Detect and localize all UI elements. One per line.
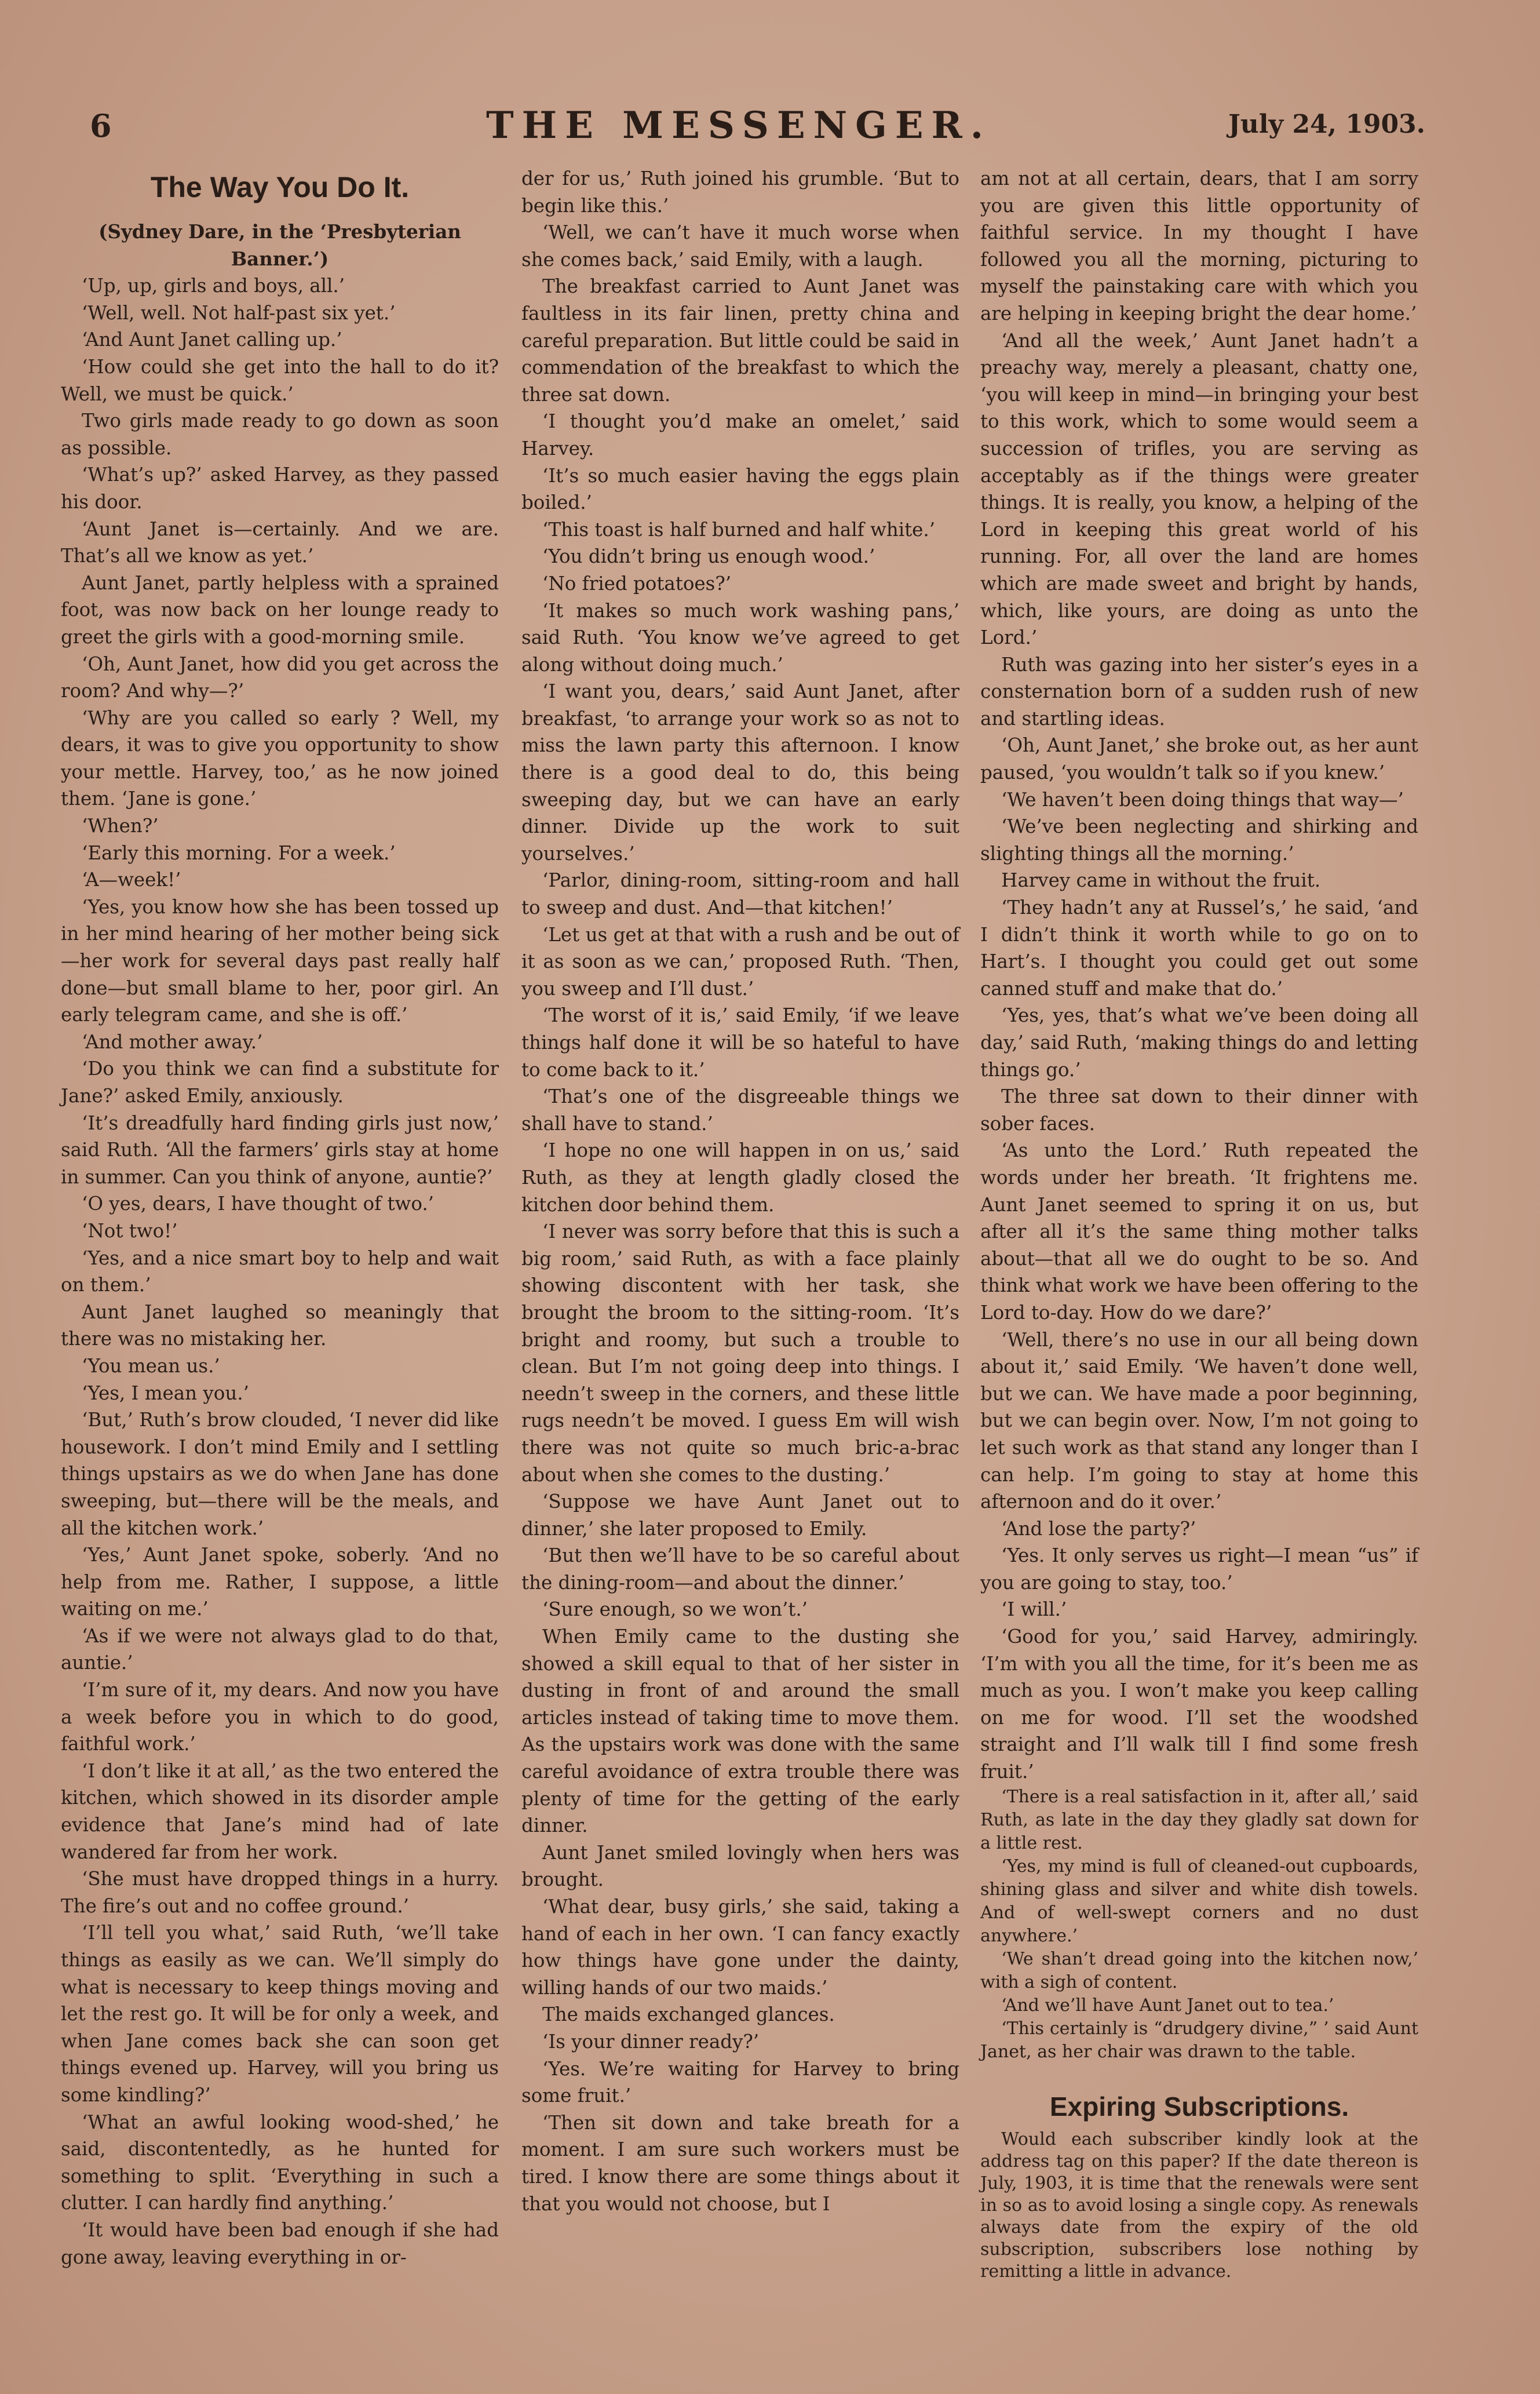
paragraph: ‘Well, there’s no use in our all being down about it,’ said Emily. ‘We haven’t done well, but we can. We have made a poor beginning, but we can begin over. Now, I’m not going to let such work as that stand any longer than I can help. I’m going to stay at home this afternoon and do it over.’ [980,1328,1418,1513]
paragraph: ‘Well, we can’t have it much worse when she comes back,’ said Emily, with a laugh. [521,221,959,271]
column-3-closing [980,1786,1418,2064]
paragraph: ‘Yes, you know how she has been tossed up in her mind hearing of her mother being sick—her work for several days past really half done—but small blame to her, poor girl. An early telegram came, and she is off.’ [61,895,499,1026]
paragraph: ‘She must have dropped things in a hurry. The fire’s out and no coffee ground.’ [61,1868,499,1917]
paragraph: ‘They hadn’t any at Russel’s,’ he said, ‘and I didn’t think it worth while to go on to Hart’s. I thought you could get out some canned stuff and make that do.’ [980,897,1418,1000]
paragraph: ‘And mother away.’ [82,1030,263,1053]
column-1 [61,165,499,2271]
paragraph: ‘Oh, Aunt Janet, how did you get across the room? And why—?’ [61,653,499,702]
paragraph: ‘There is a real satisfaction in it, after all,’ said Ruth, as late in the day they gladly sat down for a little rest. [980,1786,1418,1853]
paragraph: ‘It makes so much work washing pans,’ said Ruth. ‘You know we’ve agreed to get along without doing much.’ [521,599,959,676]
paragraph: ‘I thought you’d make an omelet,’ said Harvey. [521,410,959,460]
paragraph: ‘Do you think we can find a substitute for Jane?’ asked Emily, anxiously. [61,1058,499,1107]
paragraph: When Emily came to the dusting she showed a skill equal to that of her sister in dusting in front of and around the small articles instead of taking time to move them. As the upstairs work was done with the same careful avoidance of extra trouble there was plenty of time for the getting of the early dinner. [521,1626,959,1837]
paragraph: Two girls made ready to go down as soon as possible. [61,410,499,459]
paragraph: The three sat down to their dinner with sober faces. [980,1085,1418,1135]
paragraph: ‘And lose the party?’ [1001,1517,1196,1540]
paragraph: ‘I don’t like it at all,’ as the two entered the kitchen, which showed in its disorder ample evidence that Jane’s mind had of late wandered far from her work. [61,1759,499,1863]
paragraph: ‘I want you, dears,’ said Aunt Janet, after breakfast, ‘to arrange your work so as not to miss the lawn party this afternoon. I know there is a good deal to do, this being sweeping day, but we can have an early dinner. Divide up the work to suit yourselves.’ [521,680,959,865]
notice-title: Expiring Subscriptions. [1049,2091,1349,2122]
paragraph: ‘This certainly is “drudgery divine,” ’ said Aunt Janet, as her chair was drawn to the table. [980,2018,1418,2062]
paragraph: ‘That’s one of the disgreeable things we shall have to stand.’ [521,1085,959,1135]
paragraph: ‘Well, well. Not half-past six yet.’ [82,301,396,324]
paragraph: The maids exchanged glances. [542,2003,835,2026]
paragraph: ‘And all the week,’ Aunt Janet hadn’t a preachy way, merely a pleasant, chatty one, ‘you will keep in mind—in bringing your best to this work, which to some would seem a succession of trifles, you are serving as acceptably as if the things were greater things. It is really, you know, a helping of the Lord in keeping this great world of his running. For, all over the land are homes which are made sweet and bright by hands, which, like yours, are doing as unto the Lord.’ [980,329,1418,649]
paragraph: ‘We shan’t dread going into the kitchen now,’ with a sigh of content. [980,1948,1418,1992]
story-byline: (Sydney Dare, in the ‘Presbyterian Banner.’) [98,220,461,270]
paragraph: Aunt Janet, partly helpless with a sprained foot, was now back on her lounge ready to greet the girls with a good-morning smile. [61,571,499,648]
paragraph: ‘O yes, dears, I have thought of two.’ [82,1193,435,1215]
page-number: 6 [90,107,112,144]
paragraph: Aunt Janet laughed so meaningly that there was no mistaking her. [61,1300,499,1350]
paragraph: ‘Let us get at that with a rush and be out of it as soon as we can,’ proposed Ruth. ‘Then, you sweep and I’ll dust.’ [521,923,959,1000]
paragraph: ‘Suppose we have Aunt Janet out to dinner,’ she later proposed to Emily. [521,1491,959,1540]
paragraph: ‘And we’ll have Aunt Janet out to tea.’ [1001,1995,1334,2016]
paragraph: ‘Yes, I mean you.’ [82,1382,249,1404]
paragraph: ‘Not two!’ [82,1219,178,1242]
paragraph: ‘It would have been bad enough if she had gone away, leaving everything in or- [61,2218,499,2268]
paragraph: ‘No fried potatoes?’ [542,572,732,595]
paragraph: ‘Yes, my mind is full of cleaned-out cupboards, shining glass and silver and white dish towels. And of well-swept corners and no dust anywhere.’ [980,1856,1418,1946]
paragraph: ‘Yes. It only serves us right—I mean “us” if you are going to stay, too.’ [980,1544,1418,1594]
column-3 [980,165,1418,2283]
paragraph: ‘What an awful looking wood-shed,’ he said, discontentedly, as he hunted for something to split. ‘Everything in such a clutter. I can hardly find anything.’ [61,2111,499,2214]
paragraph: ‘This toast is half burned and half white.’ [542,518,936,541]
paragraph: ‘Oh, Aunt Janet,’ she broke out, as her aunt paused, ‘you wouldn’t talk so if you knew.’ [980,734,1418,784]
paragraph: ‘As unto the Lord.’ Ruth repeated the words under her breath. ‘It frightens me. Aunt Janet seemed to spring it on us, but after all it’s the same thing mother talks about—that all we do ought to be so. And think what work we have been offering to the Lord to-day. How do we dare?’ [980,1139,1418,1324]
paragraph: der for us,’ Ruth joined his grumble. ‘But to begin like this.’ [521,167,959,217]
paragraph: ‘Aunt Janet is—certainly. And we are. That’s all we know as yet.’ [61,518,499,567]
paragraph: ‘What dear, busy girls,’ she said, taking a hand of each in her own. ‘I can fancy exactly how things have gone under the dainty, willing hands of our two maids.’ [521,1896,959,1999]
notice-body: Would each subscriber kindly look at the address tag on this paper? If the date thereon is July, 1903, it is time that the renewals were sent in so as to avoid losing a single copy. As renewals always date from the expiry of the old subscription, subscribers lose nothing by remitting a little in advance. [980,2129,1418,2282]
paragraph: ‘Then sit down and take breath for a moment. I am sure such workers must be tired. I know there are some things about it that you would not choose, but I [521,2111,959,2215]
paragraph: ‘How could she get into the hall to do it? Well, we must be quick.’ [61,355,499,405]
paragraph: ‘Early this morning. For a week.’ [82,841,396,864]
paragraph: ‘The worst of it is,’ said Emily, ‘if we leave things half done it will be so hateful to have to come back to it.’ [521,1004,959,1081]
paragraph: ‘But then we’ll have to be so careful about the dining-room—and about the dinner.’ [521,1544,959,1594]
column-2 [521,165,959,2217]
paragraph: ‘Sure enough, so we won’t.’ [542,1598,808,1621]
paragraph: Aunt Janet smiled lovingly when hers was brought. [521,1841,959,1891]
paragraph: ‘We haven’t been doing things that way—’ [1001,788,1404,811]
column-3-main [980,165,1418,1786]
paragraph: ‘It’s so much easier having the eggs plain boiled.’ [521,464,959,514]
paragraph: ‘As if we were not always glad to do that, auntie.’ [61,1624,499,1674]
paragraph: ‘A—week!’ [82,869,181,891]
paragraph: ‘Up, up, girls and boys, all.’ [82,275,345,297]
paragraph: ‘Yes, yes, that’s what we’ve been doing all day,’ said Ruth, ‘making things do and letting things go.’ [980,1004,1418,1081]
paragraph: ‘I’ll tell you what,’ said Ruth, ‘we’ll take things as easily as we can. We’ll simply do what is necessary to keep things moving and let the rest go. It will be for only a week, and when Jane comes back she can soon get things evened up. Harvey, will you bring us some kindling?’ [61,1922,499,2106]
paragraph: ‘I’m sure of it, my dears. And now you have a week before you in which to do good, faithful work.’ [61,1679,499,1755]
paragraph: Ruth was gazing into her sister’s eyes in a consternation born of a sudden rush of new and startling ideas. [980,653,1418,730]
paragraph: ‘I will.’ [1001,1598,1067,1621]
paragraph: ‘Yes, and a nice smart boy to help and wait on them.’ [61,1247,499,1296]
paragraph: ‘I never was sorry before that this is such a big room,’ said Ruth, as with a face plainly showing discontent with her task, she brought the broom to the sitting-room. ‘It’s bright and roomy, but such a trouble to clean. But I’m not going deep into things. I needn’t sweep in the corners, and these little rugs needn’t be moved. I guess Em will wish there was not quite so much bric-a-brac about when she comes to the dusting.’ [521,1220,959,1486]
paragraph: The breakfast carried to Aunt Janet was faultless in its fair linen, pretty china and careful preparation. But little could be said in commendation of the breakfast to which the three sat down. [521,275,959,406]
paragraph: ‘It’s dreadfully hard finding girls just now,’ said Ruth. ‘All the farmers’ girls stay at home in summer. Can you think of anyone, auntie?’ [61,1112,499,1188]
paragraph: ‘When?’ [82,815,159,837]
paragraph: ‘And Aunt Janet calling up.’ [82,329,342,351]
paragraph: ‘Good for you,’ said Harvey, admiringly. ‘I’m with you all the time, for it’s been me as much as you. I won’t make you keep calling on me for wood. I’ll set the woodshed straight and I’ll walk till I find some fresh fruit.’ [980,1626,1418,1783]
paragraph: ‘Is your dinner ready?’ [542,2030,760,2053]
paragraph: ‘What’s up?’ asked Harvey, as they passed his door. [61,464,499,513]
paragraph: ‘Parlor, dining-room, sitting-room and hall to sweep and dust. And—that kitchen!’ [521,869,959,919]
story-title: The Way You Do It. [150,171,410,203]
paragraph: am not at all certain, dears, that I am sorry you are given this little opportunity of faithful service. In my thought I have followed you all the morning, picturing to myself the painstaking care with which you are helping in keeping bright the dear home.’ [980,167,1418,325]
paragraph: ‘But,’ Ruth’s brow clouded, ‘I never did like housework. I don’t mind Emily and I settling things upstairs as we do when Jane has done sweeping, but—there will be the meals, and all the kitchen work.’ [61,1409,499,1539]
paragraph: ‘Why are you called so early ? Well, my dears, it was to give you opportunity to show your mettle. Harvey, too,’ as he now joined them. ‘Jane is gone.’ [61,706,499,810]
paragraph: ‘Yes. We’re waiting for Harvey to bring some fruit.’ [521,2057,959,2107]
paragraph: Harvey came in without the fruit. [1001,869,1321,892]
paragraph: ‘You didn’t bring us enough wood.’ [542,545,875,568]
paragraph: ‘Yes,’ Aunt Janet spoke, soberly. ‘And no help from me. Rather, I suppose, a little waiting on me.’ [61,1544,499,1620]
masthead: THE MESSENGER. [486,104,991,147]
page-header [52,104,1425,154]
issue-date: July 24, 1903. [1228,110,1425,139]
paragraph: ‘You mean us.’ [82,1354,220,1377]
paragraph: ‘I hope no one will happen in on us,’ said Ruth, as they at length gladly closed the kitchen door behind them. [521,1139,959,1216]
paragraph: ‘We’ve been neglecting and shirking and slighting things all the morning.’ [980,815,1418,865]
